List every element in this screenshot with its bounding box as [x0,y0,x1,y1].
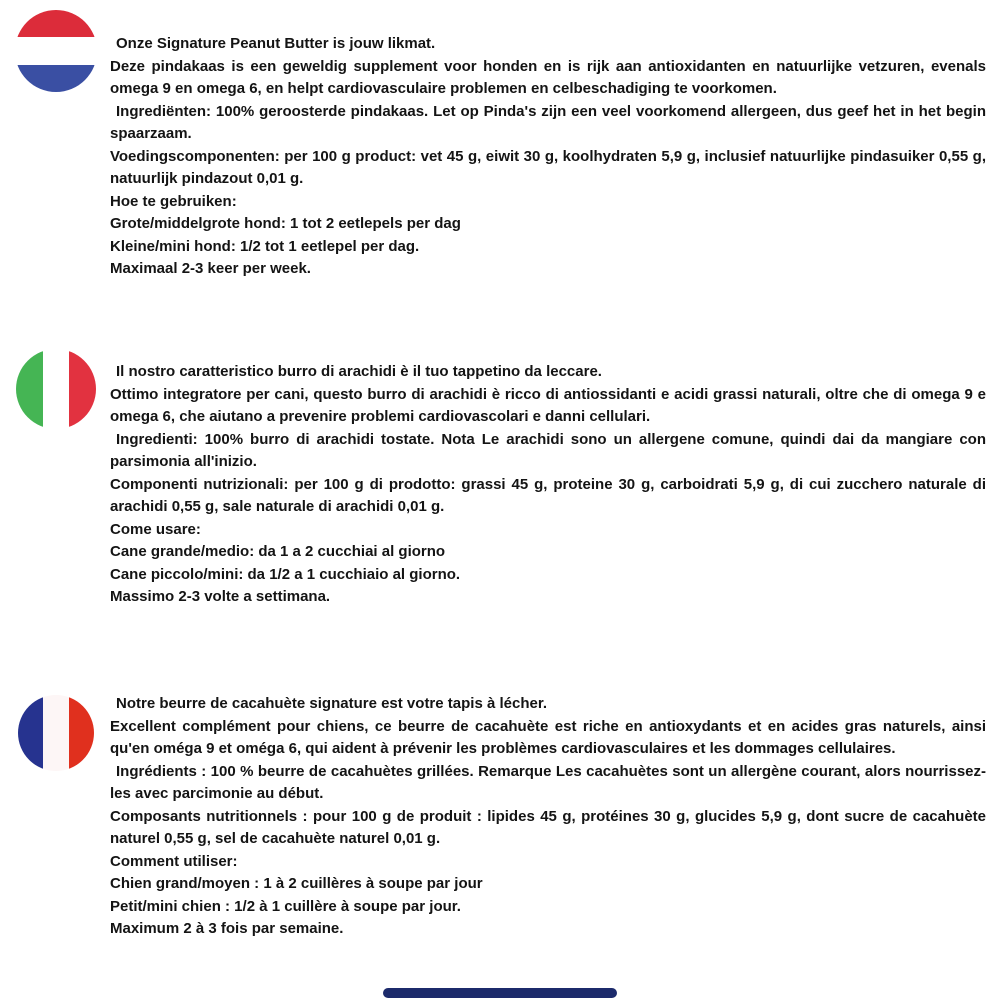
frequency-line: Maximum 2 à 3 fois par semaine. [110,920,344,937]
flag-stripe [15,37,97,64]
netherlands-flag-icon [15,10,97,92]
flag-stripe [69,349,96,429]
home-indicator-bar [383,988,617,998]
nutrition-paragraph: Voedingscomponenten: per 100 g product: vet 45 g, eiwit 30 g, koolhydraten 5,9 g, inclusief natuurlijke pindasuiker 0,55 g, natuurlijk pindazout 0,01 g. [110,147,986,187]
ingredients-paragraph: Ingrediënten: 100% geroosterde pindakaas. Let op Pinda's zijn een veel voorkomend allergeen, dus geef het in het begin spaarzaam. [110,102,986,142]
intro-line: Il nostro caratteristico burro di arachidi è il tuo tappetino da leccare. [116,363,602,380]
section-french [110,693,986,941]
flag-stripe [69,695,94,771]
flag-stripe [43,695,68,771]
small-dog-dosage-line: Petit/mini chien : 1/2 à 1 cuillère à soupe par jour. [110,897,461,915]
ingredients-paragraph: Ingredienti: 100% burro di arachidi tostate. Nota Le arachidi sono un allergene comune, quindi dai da mangiare con parsimonia all'inizio. [110,430,986,470]
flag-stripe [43,349,70,429]
frequency-line: Massimo 2-3 volte a settimana. [110,588,331,605]
france-flag-icon [18,695,94,771]
usage-heading: Come usare: [110,520,201,538]
flag-stripe [15,65,97,92]
description-paragraph: Deze pindakaas is een geweldig supplement voor honden en is rijk aan antioxidanten en natuurlijke vetzuren, evenals omega 9 en omega 6, en helpt cardiovasculaire problemen en celbeschadiging te voorkomen. [110,57,986,97]
flag-stripe [18,695,43,771]
usage-heading: Comment utiliser: [110,852,238,870]
description-paragraph: Ottimo integratore per cani, questo burro di arachidi è ricco di antiossidanti e acidi grassi naturali, oltre che di omega 9 e omega 6, che aiutano a prevenire problemi cardiovascolari e danni cellulari. [110,385,986,425]
section-italian [110,361,986,609]
italy-flag-icon [16,349,96,429]
description-paragraph: Excellent complément pour chiens, ce beurre de cacahuète est riche en antioxydants et en acides gras naturels, ainsi qu'en oméga 9 et oméga 6, qui aident à prévenir les problèmes cardiovasculaires et les dommages cellulaires. [110,717,986,757]
frequency-line: Maximaal 2-3 keer per week. [110,260,311,277]
large-dog-dosage-line: Grote/middelgrote hond: 1 tot 2 eetlepels per dag [110,215,461,232]
ingredients-paragraph: Ingrédients : 100 % beurre de cacahuètes grillées. Remarque Les cacahuètes sont un allergène courant, alors nourrissez-les avec parcimonie au début. [110,762,986,802]
nutrition-paragraph: Composants nutritionnels : pour 100 g de produit : lipides 45 g, protéines 30 g, glucides 5,9 g, dont sucre de cacahuète naturel 0,55 g, sel de cacahuète naturel 0,01 g. [110,807,986,847]
flag-stripe [15,10,97,37]
section-dutch [110,33,986,281]
intro-line: Onze Signature Peanut Butter is jouw likmat. [116,35,436,52]
large-dog-dosage-line: Cane grande/medio: da 1 a 2 cucchiai al giorno [110,543,446,560]
small-dog-dosage-line: Cane piccolo/mini: da 1/2 a 1 cucchiaio al giorno. [110,565,461,583]
large-dog-dosage-line: Chien grand/moyen : 1 à 2 cuillères à soupe par jour [110,875,483,892]
small-dog-dosage-line: Kleine/mini hond: 1/2 tot 1 eetlepel per dag. [110,237,420,255]
intro-line: Notre beurre de cacahuète signature est votre tapis à lécher. [116,695,548,712]
usage-heading: Hoe te gebruiken: [110,192,237,210]
flag-stripe [16,349,43,429]
nutrition-paragraph: Componenti nutrizionali: per 100 g di prodotto: grassi 45 g, proteine 30 g, carboidrati 5,9 g, di cui zucchero naturale di arachidi 0,55 g, sale naturale di arachidi 0,01 g. [110,475,986,515]
